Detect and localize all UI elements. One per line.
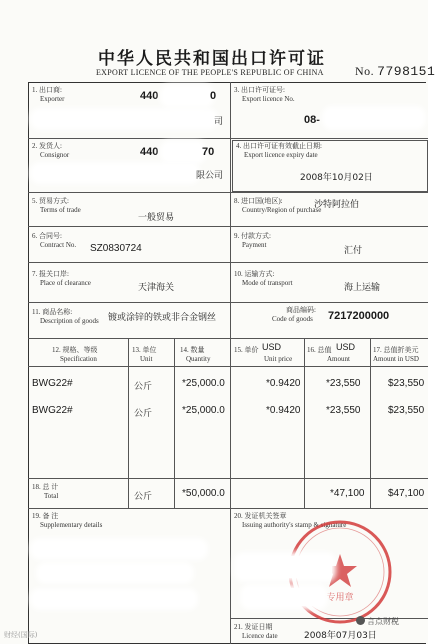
row2-usd: $23,550 — [388, 405, 425, 416]
row-divider — [28, 478, 428, 479]
exporter-code-tail: 0 — [210, 90, 217, 102]
expiry-value: 2008年10月02日 — [300, 173, 373, 183]
row2-unit: 公斤 — [134, 409, 153, 419]
payment-label: 9. 付款方式: Payment — [234, 232, 271, 249]
goods-code-label: 商品编码: Code of goods — [272, 306, 316, 323]
column-divider — [230, 338, 231, 644]
amount-currency: USD — [336, 342, 356, 352]
issue-date-value: 2008年07月03日 — [304, 631, 377, 641]
column-divider — [304, 338, 305, 508]
column-divider — [174, 338, 175, 508]
consignor-name-tail: 限公司 — [196, 171, 224, 181]
total-amount: *47,100 — [330, 488, 365, 499]
trade-terms-label: 5. 贸易方式: Terms of trade — [32, 197, 81, 214]
row-divider — [28, 192, 428, 193]
row1-amount: *23,550 — [326, 378, 361, 389]
licence-number-value: 7798151 — [377, 64, 435, 79]
row-divider — [28, 508, 428, 509]
payment-value: 汇付 — [344, 246, 363, 256]
watermark-left: 财经(国际) — [4, 631, 38, 639]
consignor-code: 440 — [140, 146, 159, 158]
licence-number-label: No. — [355, 64, 375, 78]
unit-price-currency: USD — [262, 342, 282, 352]
remarks-label: 19. 备 注 Supplementary details — [32, 512, 103, 529]
col-header-amount-usd: 17. 总值折美元 Amount in USD — [373, 346, 419, 363]
redaction — [326, 110, 422, 126]
expiry-label: 4. 出口许可证有效截止日期: Export licence expiry date — [236, 142, 322, 159]
issuing-label: 20. 发证机关签章 Issuing authority's stamp & signature — [234, 512, 347, 529]
consignor-code-tail: 70 — [202, 146, 215, 158]
goods-value: 镀或涂锌的铁或非合金钢丝 — [108, 313, 217, 323]
licence-number — [355, 64, 435, 79]
watermark-logo-icon — [356, 616, 365, 625]
col-header-quantity: 14. 数量 Quantity — [180, 346, 211, 363]
col-header-spec: 12. 规格、等级 Specification — [52, 346, 98, 363]
licence-title-cn: 中华人民共和国出口许可证 — [98, 49, 326, 69]
watermark-right: 言点财税 — [356, 616, 399, 627]
transport-label: 10. 运输方式: Mode of transport — [234, 270, 293, 287]
contract-label: 6. 合同号: Contract No. — [32, 232, 77, 249]
licence-no-label: 3. 出口许可证号: Export licence No. — [234, 86, 295, 103]
column-divider — [128, 338, 129, 508]
col-header-amount: 16. 总值 Amount — [307, 346, 350, 363]
exporter-code: 440 — [140, 90, 159, 102]
total-label: 18. 总 计 Total — [32, 483, 59, 500]
import-country-label: 8. 进口国(地区): Country/Region of purchase — [234, 197, 322, 214]
row-divider — [28, 138, 428, 139]
col-header-unit-price: 15. 单价 Unit price — [234, 346, 293, 363]
total-qty: *50,000.0 — [182, 488, 225, 499]
total-unit: 公斤 — [134, 492, 153, 502]
row2-spec: BWG22# — [32, 405, 73, 416]
row1-unit: 公斤 — [134, 382, 153, 392]
licence-title-en: EXPORT LICENCE OF THE PEOPLE'S REPUBLIC OF CHINA — [96, 68, 324, 77]
redaction — [164, 88, 210, 104]
row1-spec: BWG22# — [32, 378, 73, 389]
row1-price: *0.9420 — [266, 378, 301, 389]
row-divider — [28, 226, 428, 227]
row-divider — [28, 262, 428, 263]
trade-terms-value: 一般贸易 — [138, 213, 175, 223]
row2-qty: *25,000.0 — [182, 405, 225, 416]
redaction — [40, 566, 190, 580]
row2-price: *0.9420 — [266, 405, 301, 416]
column-divider — [230, 82, 231, 338]
row1-usd: $23,550 — [388, 378, 425, 389]
col-header-unit: 13. 单位 Unit — [132, 346, 157, 363]
exporter-label: 1. 出口商: Exporter — [32, 86, 65, 103]
row-divider — [28, 302, 428, 303]
svg-text:专用章: 专用章 — [326, 593, 354, 603]
clearance-label: 7. 报关口岸: Place of clearance — [32, 270, 91, 287]
row-divider — [28, 338, 428, 339]
redaction — [34, 542, 204, 556]
clearance-value: 天津海关 — [138, 283, 175, 293]
row-divider — [28, 366, 428, 367]
goods-code-value: 7217200000 — [328, 310, 390, 322]
row1-qty: *25,000.0 — [182, 378, 225, 389]
redaction — [244, 588, 324, 606]
total-usd: $47,100 — [388, 488, 425, 499]
redaction — [164, 144, 202, 160]
consignor-label: 2. 发货人: Consignor — [32, 142, 70, 159]
redaction — [34, 166, 196, 180]
column-divider — [370, 338, 371, 508]
import-country-value: 沙特阿拉伯 — [314, 200, 360, 210]
licence-no-value: 08- — [304, 114, 320, 126]
issue-date-label: 21. 发证日期 Licence date — [234, 623, 278, 640]
redaction — [238, 556, 332, 578]
transport-value: 海上运输 — [344, 283, 381, 293]
row2-amount: *23,550 — [326, 405, 361, 416]
redaction — [34, 592, 194, 606]
redaction — [34, 112, 214, 126]
exporter-name-tail: 司 — [214, 117, 224, 127]
goods-label: 11. 商品名称: Description of goods — [32, 308, 99, 325]
contract-value: SZ0830724 — [90, 243, 142, 254]
